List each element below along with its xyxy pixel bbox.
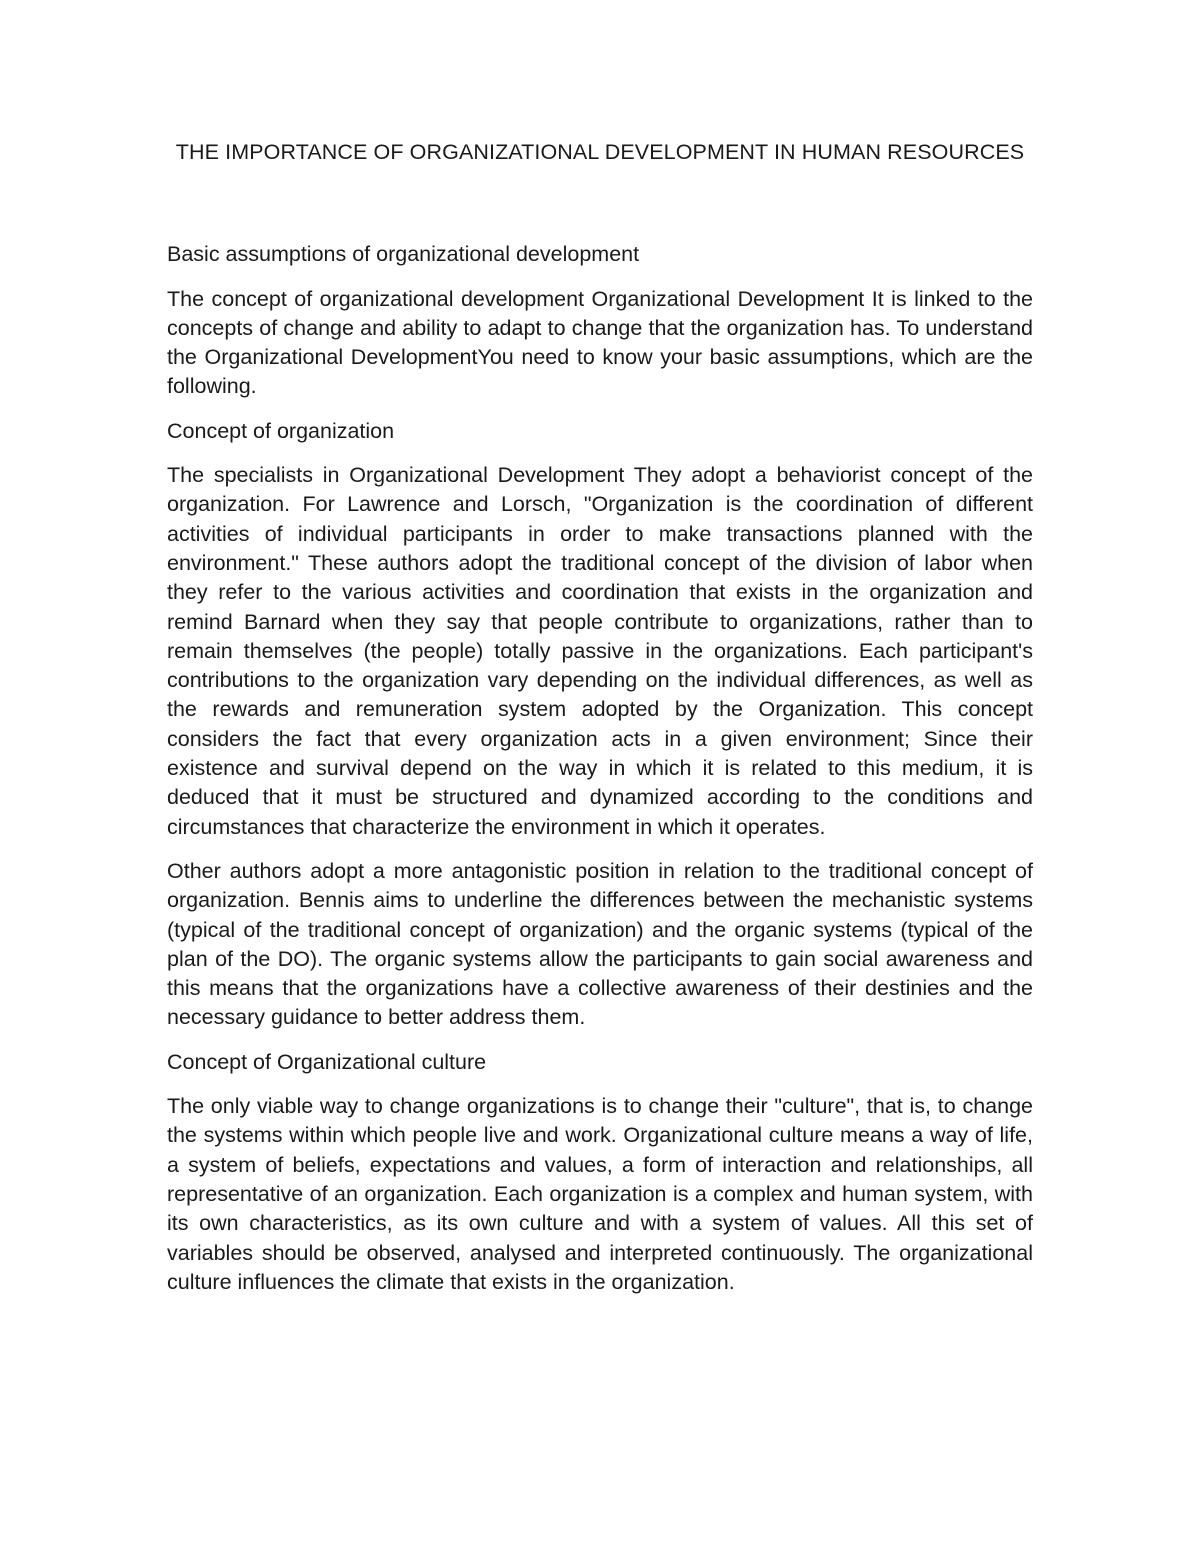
section-heading-basic-assumptions: Basic assumptions of organizational development xyxy=(167,242,640,267)
section-heading-concept-of-organization: Concept of organization xyxy=(167,418,395,443)
paragraph: The concept of organizational development Organizational Development It is linked to the concepts of change and ability to adapt to change that the organization has. To understand the Organizational DevelopmentYou need to know your basic assumptions, which are the following. xyxy=(167,286,1033,399)
section-heading-organizational-culture: Concept of Organizational culture xyxy=(167,1049,487,1074)
paragraph: The specialists in Organizational Development They adopt a behaviorist concept of the organization. For Lawrence and Lorsch, "Organization is the coordination of different activities of individual participants in order to make transactions planned with the environment." These authors adopt the traditional concept of the division of labor when they refer to the various activities and coordination that exists in the organization and remind Barnard when they say that people contribute to organizations, rather than to remain themselves (the people) totally passive in the organizations. Each participant's contributions to the organization vary depending on the individual differences, as well as the rewards and remuneration system adopted by the Organization. This concept considers the fact that every organization acts in a given environment; Since their existence and survival depend on the way in which it is related to this medium, it is deduced that it must be structured and dynamized according to the conditions and circumstances that characterize the environment in which it operates. xyxy=(167,463,1033,839)
paragraph: The only viable way to change organizations is to change their "culture", that is, to change the systems within which people live and work. Organizational culture means a way of life, a system of beliefs, expectations and values, a form of interaction and relationships, all representative of an organization. Each organization is a complex and human system, with its own characteristics, as its own culture and with a system of values. All this set of variables should be observed, analysed and interpreted continuously. The organizational culture influences the climate that exists in the organization. xyxy=(167,1094,1033,1294)
paragraph: Other authors adopt a more antagonistic position in relation to the traditional concept of organization. Bennis aims to underline the differences between the mechanistic systems (typical of the traditional concept of organization) and the organic systems (typical of the plan of the DO). The organic systems allow the participants to gain social awareness and this means that the organizations have a collective awareness of their destinies and the necessary guidance to better address them. xyxy=(167,858,1033,1030)
document-title: THE IMPORTANCE OF ORGANIZATIONAL DEVELOPMENT IN HUMAN RESOURCES xyxy=(175,140,1025,164)
document-page xyxy=(167,138,1033,1312)
